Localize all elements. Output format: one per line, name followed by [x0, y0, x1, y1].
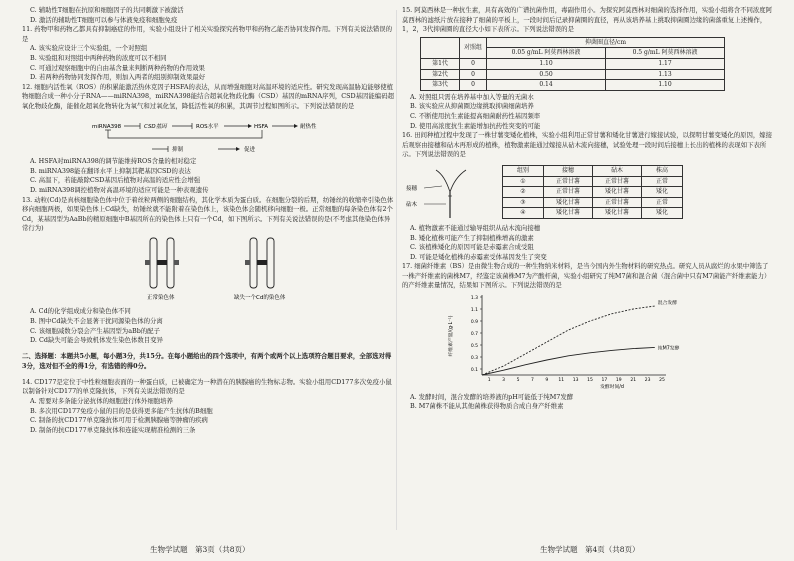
header-cell: 株高	[642, 165, 683, 176]
legend-promote: 促进	[244, 146, 256, 153]
question-12	[22, 83, 394, 196]
q14-option-d: D. 制备的抗CD177单克隆抗体和连能实现精准检测的三条	[30, 425, 196, 434]
q16-option-a: A. 植物激素不能通过输导组织从砧木流向接穗	[410, 223, 541, 232]
q17-option-a: A. 发酵时间，混合发酵的培养液的pH可能低于纯M7发酵	[410, 392, 574, 401]
q15-option-c: C. 不断使用抗生素能提高细菌耐药性基因频率	[410, 111, 541, 120]
q12-stem: 12. 细胞内活性氧（ROS）的积累能激活热休克因子HSFA的表达，从而增强细胞对高温环境的适应性。研究发现高温胁迫能够使植物细胞合成一种小分子RNA——miRNA398，miRNA398能结合超氧化物歧化酶（CSD）基因的mRNA序列，CSD基因能编码超氧化物歧化酶，能催化超氧化物转化为氧气和过氧化氢，降低活性氧的积累，其调节过程如图所示。下列说法错误的是	[22, 82, 394, 110]
q11-option-a: A. 该实验应设计三个实验组，一个对照组	[30, 44, 148, 53]
q15-option-d: D. 使用高浓度抗生素能增加抗药性突变的可能	[410, 121, 541, 130]
x-tick-label: 17	[601, 378, 608, 384]
x-tick-label: 9	[545, 378, 549, 384]
q11-stem: 11. 药物甲和药物乙都具有抑制癌症的作用，实验小组设计了相关实验探究药物甲和药物乙能否协同发挥作用。下列有关说法错误的是	[22, 25, 393, 43]
question-16	[402, 131, 774, 262]
x-tick-label: 23	[644, 378, 651, 384]
q14-option-c: C. 制备的抗CD177单克隆抗体可用于检测胰腺癌等肿瘤的疾病	[30, 416, 208, 425]
q13-stem: 13. 动粒(Cd)是真核细胞染色体中位于着丝粒两侧的细胞结构，其化学本质为蛋白质。在细胞分裂的后期，纺锤丝的收缩牵引染色体移向细胞两极，如果染色体上Cd缺失，纺锤丝就不能附着在染色体上，该染色体会随机移向细胞一极。正常细胞的每条染色体有2个Cd，某基因型为AaBb的精原细胞中B基因所在的染色体上只有一个Cd，如下图所示。下列有关说法错误的是(不考虑其他染色体异常行为)	[22, 195, 394, 233]
x-axis-label: 发酵时间/d	[600, 385, 624, 390]
q12-regulation-diagram	[22, 112, 392, 154]
q15-stem: 15. 阿莫西林是一种抗生素，具有高效的广谱抗菌作用，毒副作用小。为探究阿莫西林对细菌的选择作用，实验小组将含不同浓度阿莫西林的滤纸片放在接种了细菌的平板上，一段时间后记录抑菌圈的直径，再从该培养基上挑取抑菌圈边缘的菌落重复上述操作，1，2，3代抑菌圈的直径大小如下表所示。下列说法错误的是	[402, 6, 773, 34]
q16-graft-figure	[402, 162, 482, 222]
cell: 矮化	[642, 208, 683, 219]
right-column	[402, 6, 774, 412]
q13-option-a: A. Cd的化学组成成分和染色体不同	[30, 307, 131, 316]
q13-option-d: D. Cd缺失可能会导致机体发生染色体数目变异	[30, 336, 163, 345]
cell: ②	[503, 187, 544, 198]
y-tick-label: 0.3	[470, 356, 478, 362]
cell: 正常	[642, 197, 683, 208]
header-cell: 组别	[503, 165, 544, 176]
node-heat-tolerance: 耐热性	[300, 123, 317, 130]
cell: 1.13	[606, 69, 725, 80]
row-label: 第1代	[421, 58, 460, 69]
q11-option-c: C. 可通过观察细胞中的自由基含量来判断两种药物的作用效果	[30, 63, 205, 72]
q11-option-b: B. 实验组和对照组中两种药物的浓度可以不相同	[30, 53, 167, 62]
x-tick-label: 5	[516, 378, 520, 384]
series-line-mixed	[482, 306, 655, 375]
q16-option-d: D. 可能是矮化植株的赤霉素受体基因发生了突变	[410, 252, 547, 261]
table-row	[503, 176, 683, 187]
x-tick-label: 1	[487, 378, 491, 384]
q13-option-c: C. 该细胞减数分裂会产生基因型为aBb的配子	[30, 326, 160, 335]
q14-stem: 14. CD177是定位于中性粒细胞表面的一种蛋白质，已被确定为一种潜在的胰腺癌的生物标志物。实验小组用CD177多次免疫小鼠以制备针对CD177的单克隆抗体，下列有关说法错误的是	[22, 377, 392, 396]
q17-stem: 17. 细菌纤维素（BS）是由微生物合成的一种生物纳米材料，是当今国内外生物材料的研究热点。研究人员从腐烂的水果中筛选了一株产纤维素的菌株M7，经鉴定该菌株M7为产酸杆菌，实验小组研究了纯M7菌和混合菌（混合菌中只有M7菌能产纤维素能力）的产纤维素量情况，结果如下图所示。下列说法错误的是	[402, 262, 771, 290]
defective-chromosome	[245, 238, 274, 288]
q14-option-b: B. 多次用CD177免疫小鼠的目的是获得更多能产生抗体的B细胞	[30, 406, 213, 415]
q12-option-c: C. 高温下，若能敲除CSD基因后植物对高温的适应性会增强	[30, 176, 201, 185]
label-scion: 接穗	[406, 185, 418, 192]
cell: 0	[460, 58, 487, 69]
question-11	[22, 25, 394, 83]
x-tick-label: 21	[630, 378, 637, 384]
cell: 正常甘薯	[593, 197, 642, 208]
x-tick-label: 13	[572, 378, 579, 384]
y-tick-label: 1.1	[470, 308, 478, 314]
y-tick-label: 0.1	[470, 368, 478, 374]
node-ros-level: ROS水平	[196, 123, 219, 130]
cell: 0	[460, 69, 487, 80]
q13-option-b: B. 图中Cd缺失不会显著干扰同源染色体的分离	[30, 317, 163, 326]
cell: 0.50	[487, 69, 606, 80]
table-row	[421, 69, 725, 80]
row-label: 第3代	[421, 80, 460, 91]
q15-col-low: 0.05 g/mL 阿莫西林溶液	[487, 48, 606, 59]
node-csd-gene: CSD基因	[144, 123, 167, 130]
x-tick-label: 11	[558, 378, 565, 384]
x-tick-label: 25	[659, 378, 665, 384]
q15-col-control: 对照组	[460, 37, 487, 58]
label-normal-chromosome: 正常染色体	[147, 294, 175, 301]
q15-col-group: 抑菌圈直径/cm	[487, 37, 725, 48]
series-label: 纯M7发酵	[657, 346, 680, 352]
q15-option-a: A. 对照组只需在培养基中加入等量的无菌水	[410, 92, 534, 101]
question-14	[22, 378, 394, 436]
series-line-pure	[482, 347, 655, 375]
table-row	[421, 58, 725, 69]
q12-option-a: A. HSFA对miRNA398的调节能维持ROS含量的相对稳定	[30, 157, 197, 166]
question-13	[22, 196, 394, 346]
table-row	[503, 187, 683, 198]
cell: 0.14	[487, 80, 606, 91]
x-tick-label: 15	[587, 378, 593, 384]
q11-option-d: D. 若两种药物协同发挥作用，则加入两者的组别抑制效果最好	[30, 73, 206, 82]
q15-table	[420, 37, 725, 91]
cell: ④	[503, 208, 544, 219]
q14-option-a: A. 需要对多条能分泌抗体的细胞进行体外细胞培养	[30, 397, 173, 405]
cell: ③	[503, 197, 544, 208]
x-tick-label: 19	[615, 378, 622, 384]
y-tick-label: 0.5	[470, 344, 478, 350]
y-tick-label: 1.3	[470, 296, 478, 302]
header-cell: 砧木	[593, 165, 642, 176]
table-row	[421, 80, 725, 91]
x-tick-label: 3	[502, 378, 506, 384]
cell: 正常甘薯	[593, 176, 642, 187]
q12-option-b: B. miRNA398能在翻译水平上抑制其靶基因CSD的表达	[30, 166, 191, 175]
footer-page-4: 生物学试题 第4页（共8页）	[540, 545, 640, 554]
label-defective-chromosome: 缺失一个Cd的染色体	[234, 294, 286, 301]
cell: ①	[503, 176, 544, 187]
node-hsfa: HSFA	[254, 123, 269, 130]
left-column	[22, 6, 394, 435]
q16-table	[502, 165, 683, 219]
cell: 矮化甘薯	[593, 208, 642, 219]
q16-option-b: B. 矮化植株可能产生了抑制植株增高的激素	[410, 233, 534, 242]
cell: 1.10	[606, 80, 725, 91]
cell: 正常甘薯	[544, 176, 593, 187]
q17-option-b: B. M7菌株不能从其他菌株获得物质合成自身产纤维素	[410, 402, 564, 411]
y-tick-label: 0.9	[470, 320, 478, 326]
x-tick-label: 7	[530, 378, 534, 384]
legend-inhibit: 抑制	[172, 146, 184, 153]
column-divider	[396, 10, 397, 530]
cell: 矮化	[642, 187, 683, 198]
footer-page-3: 生物学试题 第3页（共8页）	[150, 545, 250, 554]
q13-chromosome-figure	[22, 234, 392, 304]
q10-option-d: D. 激活的辅助性T细胞可以参与体液免疫和细胞免疫	[30, 15, 178, 24]
cell: 0	[460, 80, 487, 91]
cell: 矮化甘薯	[593, 187, 642, 198]
q17-cellulose-chart	[442, 291, 702, 389]
question-17	[402, 262, 774, 412]
series-label: 混合发酵	[657, 301, 678, 307]
normal-chromosome	[145, 238, 179, 288]
node-mirna398: miRNA398	[92, 123, 122, 130]
row-label: 第2代	[421, 69, 460, 80]
label-rootstock: 砧木	[406, 201, 418, 208]
cell: 矮化甘薯	[544, 208, 593, 219]
header-cell: 接穗	[544, 165, 593, 176]
y-axis-label: 纤维素产量/(g·L⁻¹)	[449, 315, 454, 357]
table-row	[503, 197, 683, 208]
question-15	[402, 6, 774, 131]
y-tick-label: 0.7	[470, 332, 478, 338]
cell: 正常甘薯	[544, 187, 593, 198]
cell: 1.10	[487, 58, 606, 69]
q10-option-c: C. 辅助性T细胞在抗原和细胞因子的共同刺激下被激活	[30, 6, 184, 14]
q12-option-d: D. miRNA398调控植物对高温环境的适应可能是一种表观遗传	[30, 185, 209, 194]
cell: 正常	[642, 176, 683, 187]
table-row	[503, 208, 683, 219]
q16-option-c: C. 该植株矮化的原因可能是赤霉素合成受阻	[410, 243, 534, 252]
q15-col-high: 0.5 g/mL 阿莫西林溶液	[606, 48, 725, 59]
q15-option-b: B. 该实验应从抑菌圈边缘挑取抑菌细菌培养	[410, 102, 534, 111]
cell: 矮化甘薯	[544, 197, 593, 208]
section-2-heading: 二、选择题：本题共5小题，每小题3分，共15分。在每小题给出的四个选项中，有两个或两个以上选项符合题目要求，全部选对得3分，选对但不全的得1分，有选错的得0分。	[22, 352, 392, 370]
q16-stem: 16. 田间种植过程中发现了一株甘薯变矮化植株，实验小组利用正常甘薯和矮化甘薯进行嫁接试验，以探明甘薯变矮化的原因，嫁接后观察由接穗和砧木再形成的植株，植物激素能通过嫁接从砧木流向接穗，试验处理一段时间后接穗上长出的植株的表现如下表所示。下列说法错误的是	[402, 131, 773, 159]
cell: 1.17	[606, 58, 725, 69]
